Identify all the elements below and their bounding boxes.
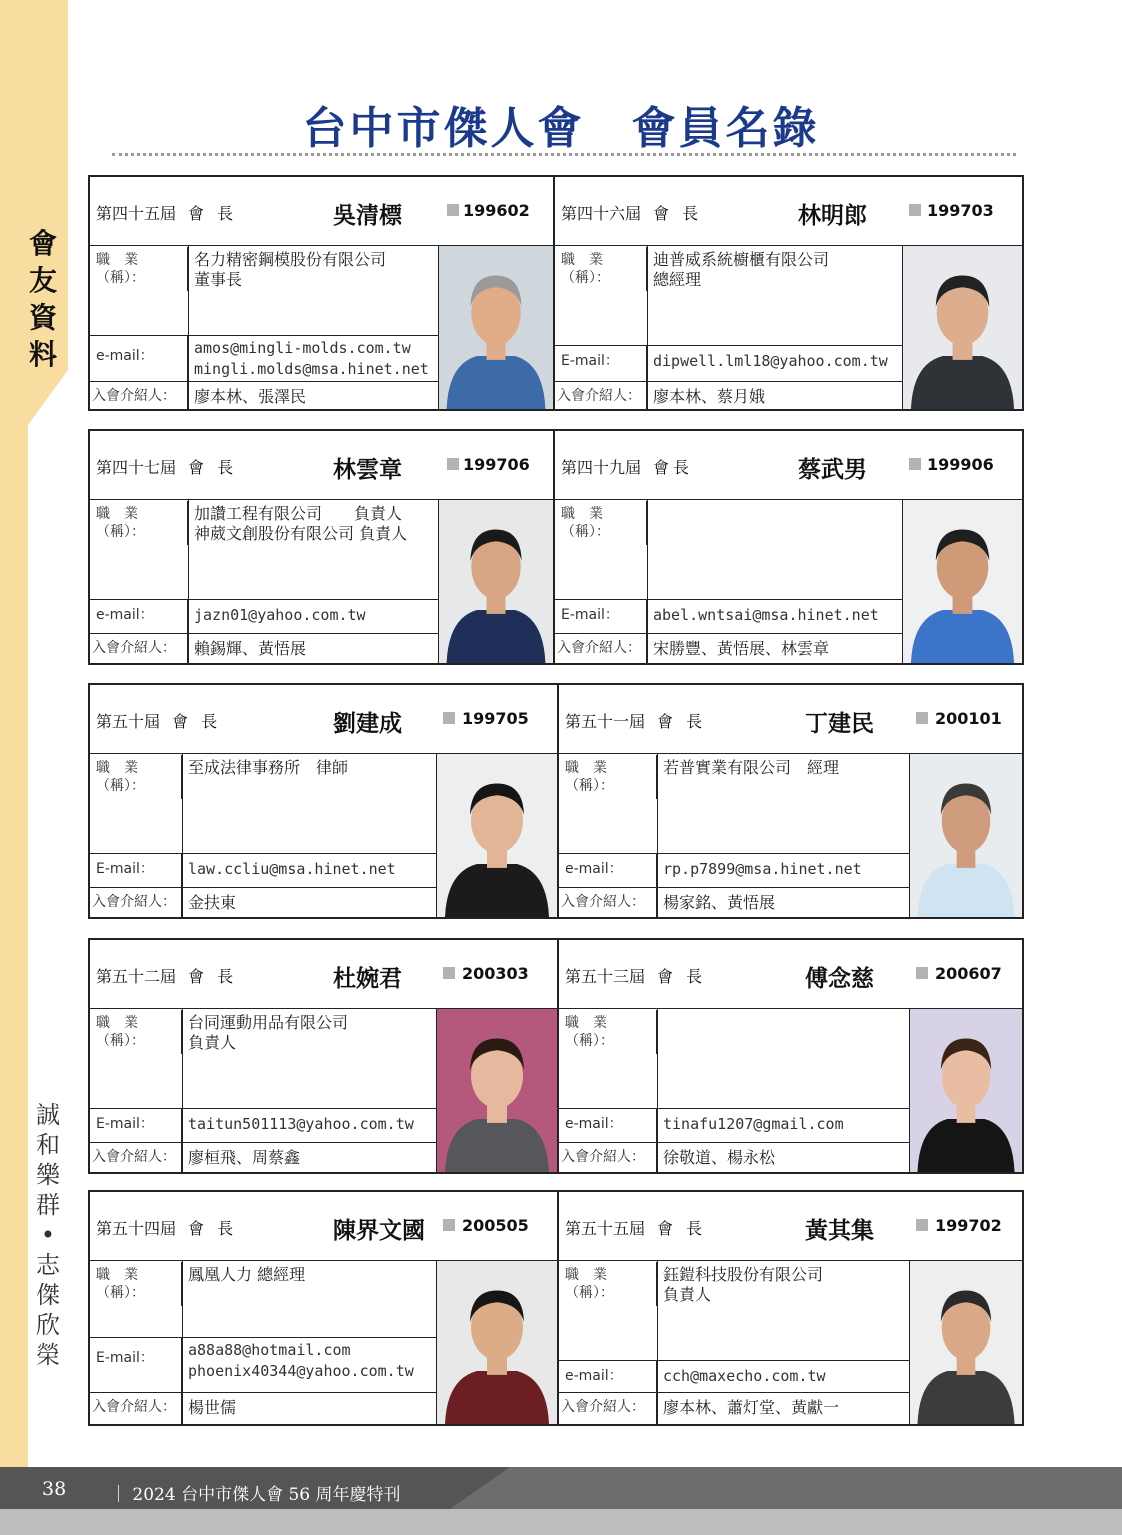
job-label-line: （稱）： bbox=[96, 1033, 145, 1049]
member-number: 200505 bbox=[462, 1216, 529, 1235]
member-photo bbox=[437, 1261, 557, 1424]
portrait-image bbox=[439, 246, 553, 409]
email-address[interactable]: cch@maxecho.com.tw bbox=[663, 1367, 826, 1385]
email-address[interactable]: tinafu1207@gmail.com bbox=[663, 1115, 844, 1133]
member-term bbox=[96, 455, 237, 478]
job-label-line: （稱）： bbox=[565, 1285, 614, 1301]
term-label: 第五十二屆 bbox=[96, 967, 177, 986]
email-value bbox=[657, 853, 909, 883]
email-value bbox=[657, 1108, 909, 1138]
member-header bbox=[559, 1192, 1022, 1261]
job-label-line: （稱）： bbox=[565, 1033, 614, 1049]
portrait-image bbox=[910, 1261, 1022, 1424]
job-line: 董事長 bbox=[194, 270, 243, 289]
member-name: 陳界文國 bbox=[333, 1218, 425, 1244]
job-value bbox=[647, 501, 902, 507]
motto-text: 誠和樂群•志傑欣榮 bbox=[36, 1101, 60, 1369]
member-photo bbox=[437, 754, 557, 917]
member-card bbox=[88, 683, 559, 919]
member-card bbox=[553, 429, 1024, 665]
referrer-label: 入會介紹人： bbox=[555, 633, 647, 663]
page-number: 38 bbox=[42, 1478, 67, 1500]
member-number-marker bbox=[909, 458, 921, 470]
member-number-marker bbox=[916, 712, 928, 724]
referrer-label: 入會介紹人： bbox=[90, 381, 188, 409]
email-address[interactable]: phoenix40344@yahoo.com.tw bbox=[188, 1362, 414, 1380]
member-name: 杜婉君 bbox=[333, 966, 402, 992]
member-photo bbox=[903, 500, 1022, 663]
job-value bbox=[657, 1010, 909, 1016]
email-label: E-mail： bbox=[90, 1337, 182, 1392]
member-header bbox=[555, 431, 1022, 500]
member-photo bbox=[437, 1009, 557, 1172]
email-value bbox=[182, 853, 436, 883]
position-label: 會 長 bbox=[188, 967, 238, 986]
job-line: 迪普威系統櫥櫃有限公司 bbox=[653, 250, 830, 269]
position-label: 會 長 bbox=[657, 712, 707, 731]
job-line: 鳳凰人力 總經理 bbox=[188, 1265, 306, 1284]
member-photo bbox=[910, 1261, 1022, 1424]
email-address[interactable]: a88a88@hotmail.com bbox=[188, 1341, 351, 1359]
job-label-line: （稱）： bbox=[96, 270, 145, 286]
member-number: 200607 bbox=[935, 964, 1002, 983]
portrait-image bbox=[439, 500, 553, 663]
term-label: 第四十五屆 bbox=[96, 204, 177, 223]
member-header bbox=[559, 940, 1022, 1009]
job-label-line: 職 業 bbox=[96, 760, 138, 776]
job-label bbox=[90, 247, 188, 291]
referrer-label: 入會介紹人： bbox=[90, 1392, 182, 1424]
member-term bbox=[96, 709, 221, 732]
member-term bbox=[565, 709, 706, 732]
member-header bbox=[90, 940, 557, 1009]
job-line: 至成法律事務所 律師 bbox=[188, 758, 349, 777]
job-label-line: 職 業 bbox=[96, 1015, 138, 1031]
email-label: E-mail： bbox=[90, 853, 182, 887]
member-number-marker bbox=[447, 204, 459, 216]
referrer-value: 廖本林、蕭灯堂、黃獻一 bbox=[663, 1398, 840, 1417]
job-line: 若普實業有限公司 經理 bbox=[663, 758, 840, 777]
referrer-label: 入會介紹人： bbox=[90, 633, 188, 663]
member-number-marker bbox=[916, 1219, 928, 1231]
member-term bbox=[565, 964, 706, 987]
email-address[interactable]: abel.wntsai@msa.hinet.net bbox=[653, 606, 879, 624]
position-label: 會長 bbox=[653, 458, 694, 477]
referrer-label: 入會介紹人： bbox=[90, 887, 182, 917]
email-label: E-mail： bbox=[90, 1108, 182, 1142]
email-address[interactable]: dipwell.lml18@yahoo.com.tw bbox=[653, 352, 888, 370]
email-value bbox=[647, 345, 902, 375]
email-label: E-mail： bbox=[555, 345, 647, 381]
email-address[interactable]: law.ccliu@msa.hinet.net bbox=[188, 860, 396, 878]
job-label-line: （稱）： bbox=[96, 1285, 145, 1301]
portrait-image bbox=[437, 1261, 557, 1424]
email-label: E-mail： bbox=[555, 599, 647, 633]
email-value bbox=[657, 1360, 909, 1390]
member-name: 黃其集 bbox=[805, 1218, 874, 1244]
member-number: 200303 bbox=[462, 964, 529, 983]
member-name: 林明郎 bbox=[798, 203, 867, 229]
job-label-line: （稱）： bbox=[96, 778, 145, 794]
job-label bbox=[90, 1010, 182, 1054]
member-photo bbox=[903, 246, 1022, 409]
referrer-label: 入會介紹人： bbox=[559, 1392, 657, 1424]
job-label-line: 職 業 bbox=[96, 506, 138, 522]
email-address[interactable]: mingli.molds@msa.hinet.net bbox=[194, 360, 429, 378]
email-label: e-mail： bbox=[90, 335, 188, 381]
job-label-line: 職 業 bbox=[96, 252, 138, 268]
member-name: 劉建成 bbox=[333, 711, 402, 737]
referrer-label: 入會介紹人： bbox=[555, 381, 647, 409]
member-header bbox=[559, 685, 1022, 754]
job-label-line: 職 業 bbox=[565, 1267, 607, 1283]
portrait-image bbox=[903, 246, 1022, 409]
member-photo bbox=[439, 246, 553, 409]
member-number-marker bbox=[443, 967, 455, 979]
position-label: 會 長 bbox=[657, 1219, 707, 1238]
member-card bbox=[553, 175, 1024, 411]
referrer-value: 賴錫輝、黃悟展 bbox=[194, 639, 307, 658]
job-label-line: 職 業 bbox=[96, 1267, 138, 1283]
job-label bbox=[90, 501, 188, 545]
email-label: e-mail： bbox=[559, 853, 657, 887]
term-label: 第五十五屆 bbox=[565, 1219, 646, 1238]
member-photo bbox=[439, 500, 553, 663]
member-number-marker bbox=[909, 204, 921, 216]
member-term bbox=[96, 1216, 237, 1239]
email-address[interactable]: taitun501113@yahoo.com.tw bbox=[188, 1115, 414, 1133]
member-card bbox=[88, 1190, 559, 1426]
member-number: 200101 bbox=[935, 709, 1002, 728]
member-card bbox=[557, 1190, 1024, 1426]
job-label-line: 職 業 bbox=[561, 252, 603, 268]
referrer-label: 入會介紹人： bbox=[90, 1142, 182, 1172]
member-term bbox=[96, 201, 237, 224]
email-value bbox=[188, 335, 438, 383]
job-line: 台同運動用品有限公司 bbox=[188, 1013, 349, 1032]
term-label: 第五十一屆 bbox=[565, 712, 646, 731]
member-number: 199703 bbox=[927, 201, 994, 220]
job-label-line: 職 業 bbox=[565, 760, 607, 776]
job-line: 神葳文創股份有限公司 負責人 bbox=[194, 524, 408, 543]
member-term bbox=[96, 964, 237, 987]
job-value bbox=[647, 247, 902, 293]
footer-tab-slant bbox=[450, 1467, 510, 1509]
email-address[interactable]: rp.p7899@msa.hinet.net bbox=[663, 860, 862, 878]
job-line: 名力精密鋼模股份有限公司 bbox=[194, 250, 387, 269]
job-line: 加讚工程有限公司 負責人 bbox=[194, 504, 403, 523]
term-label: 第五十三屆 bbox=[565, 967, 646, 986]
email-label: e-mail： bbox=[559, 1108, 657, 1142]
member-photo bbox=[910, 1009, 1022, 1172]
email-address[interactable]: jazn01@yahoo.com.tw bbox=[194, 606, 366, 624]
referrer-label: 入會介紹人： bbox=[559, 1142, 657, 1172]
member-card bbox=[88, 938, 559, 1174]
publication-name: ｜ 2024 台中市傑人會 56 周年慶特刊 bbox=[110, 1485, 401, 1505]
referrer-value: 金扶東 bbox=[188, 893, 237, 912]
member-number: 199705 bbox=[462, 709, 529, 728]
page-title: 台中市傑人會 會員名錄 bbox=[302, 103, 820, 154]
job-value bbox=[188, 501, 438, 547]
member-name: 傅念慈 bbox=[805, 966, 874, 992]
job-label-line: （稱）： bbox=[96, 524, 145, 540]
member-header bbox=[555, 177, 1022, 246]
job-label bbox=[559, 755, 657, 799]
member-card bbox=[557, 683, 1024, 919]
email-value bbox=[182, 1337, 436, 1385]
member-name: 丁建民 bbox=[805, 711, 874, 737]
term-label: 第四十九屆 bbox=[561, 458, 642, 477]
email-value bbox=[182, 1108, 436, 1138]
term-label: 第四十六屆 bbox=[561, 204, 642, 223]
job-value bbox=[182, 1010, 436, 1056]
job-value bbox=[188, 247, 438, 293]
position-label: 會 長 bbox=[657, 967, 707, 986]
job-label bbox=[90, 755, 182, 799]
member-number-marker bbox=[447, 458, 459, 470]
job-label bbox=[555, 501, 647, 545]
portrait-image bbox=[910, 754, 1022, 917]
job-label-line: （稱）： bbox=[561, 270, 610, 286]
member-name: 蔡武男 bbox=[798, 457, 867, 483]
referrer-value: 徐敬道、楊永松 bbox=[663, 1148, 776, 1167]
job-label-line: 職 業 bbox=[561, 506, 603, 522]
member-term bbox=[561, 455, 693, 478]
job-label bbox=[555, 247, 647, 291]
job-label bbox=[90, 1262, 182, 1306]
job-label-line: 職 業 bbox=[565, 1015, 607, 1031]
job-label-line: （稱）： bbox=[565, 778, 614, 794]
member-number: 199702 bbox=[935, 1216, 1002, 1235]
referrer-value: 宋勝豐、黃悟展、林雲章 bbox=[653, 639, 830, 658]
portrait-image bbox=[910, 1009, 1022, 1172]
portrait-image bbox=[437, 1009, 557, 1172]
referrer-value: 楊世儒 bbox=[188, 1398, 237, 1417]
member-term bbox=[565, 1216, 706, 1239]
footer-strip bbox=[0, 1509, 1122, 1535]
member-header bbox=[90, 177, 553, 246]
position-label: 會 長 bbox=[172, 712, 222, 731]
job-label-line: （稱）： bbox=[561, 524, 610, 540]
member-name: 吳清標 bbox=[333, 203, 402, 229]
referrer-value: 廖本林、張澤民 bbox=[194, 387, 307, 406]
member-header bbox=[90, 1192, 557, 1261]
job-value bbox=[657, 1262, 909, 1308]
member-number: 199602 bbox=[463, 201, 530, 220]
member-card bbox=[88, 175, 555, 411]
member-number: 199706 bbox=[463, 455, 530, 474]
job-line: 總經理 bbox=[653, 270, 702, 289]
job-value bbox=[182, 755, 436, 781]
position-label: 會 長 bbox=[188, 458, 238, 477]
member-card bbox=[557, 938, 1024, 1174]
member-number-marker bbox=[916, 967, 928, 979]
job-line: 鈺鎧科技股份有限公司 bbox=[663, 1265, 824, 1284]
job-line: 負責人 bbox=[663, 1285, 712, 1304]
email-label: e-mail： bbox=[559, 1360, 657, 1392]
member-number: 199906 bbox=[927, 455, 994, 474]
member-photo bbox=[910, 754, 1022, 917]
referrer-label: 入會介紹人： bbox=[559, 887, 657, 917]
email-value bbox=[647, 599, 902, 629]
email-address[interactable]: amos@mingli-molds.com.tw bbox=[194, 339, 411, 357]
term-label: 第四十七屆 bbox=[96, 458, 177, 477]
member-header bbox=[90, 431, 553, 500]
section-title: 會友資料 bbox=[28, 227, 57, 371]
referrer-value: 廖本林、蔡月娥 bbox=[653, 387, 766, 406]
position-label: 會 長 bbox=[188, 1219, 238, 1238]
job-label bbox=[559, 1262, 657, 1306]
job-line: 負責人 bbox=[188, 1033, 237, 1052]
section-tab-tip bbox=[28, 370, 68, 425]
job-value bbox=[657, 755, 909, 781]
referrer-value: 楊家銘、黃悟展 bbox=[663, 893, 776, 912]
email-value bbox=[188, 599, 438, 629]
job-value bbox=[182, 1262, 436, 1288]
position-label: 會 長 bbox=[188, 204, 238, 223]
member-number-marker bbox=[443, 1219, 455, 1231]
portrait-image bbox=[437, 754, 557, 917]
member-term bbox=[561, 201, 702, 224]
member-number-marker bbox=[443, 712, 455, 724]
term-label: 第五十屆 bbox=[96, 712, 161, 731]
member-card bbox=[88, 429, 555, 665]
email-label: e-mail： bbox=[90, 599, 188, 633]
referrer-value: 廖桓飛、周蔡鑫 bbox=[188, 1148, 301, 1167]
portrait-image bbox=[903, 500, 1022, 663]
member-header bbox=[90, 685, 557, 754]
title-divider bbox=[112, 153, 1016, 156]
term-label: 第五十四屆 bbox=[96, 1219, 177, 1238]
job-label bbox=[559, 1010, 657, 1054]
position-label: 會 長 bbox=[653, 204, 703, 223]
member-name: 林雲章 bbox=[333, 457, 402, 483]
